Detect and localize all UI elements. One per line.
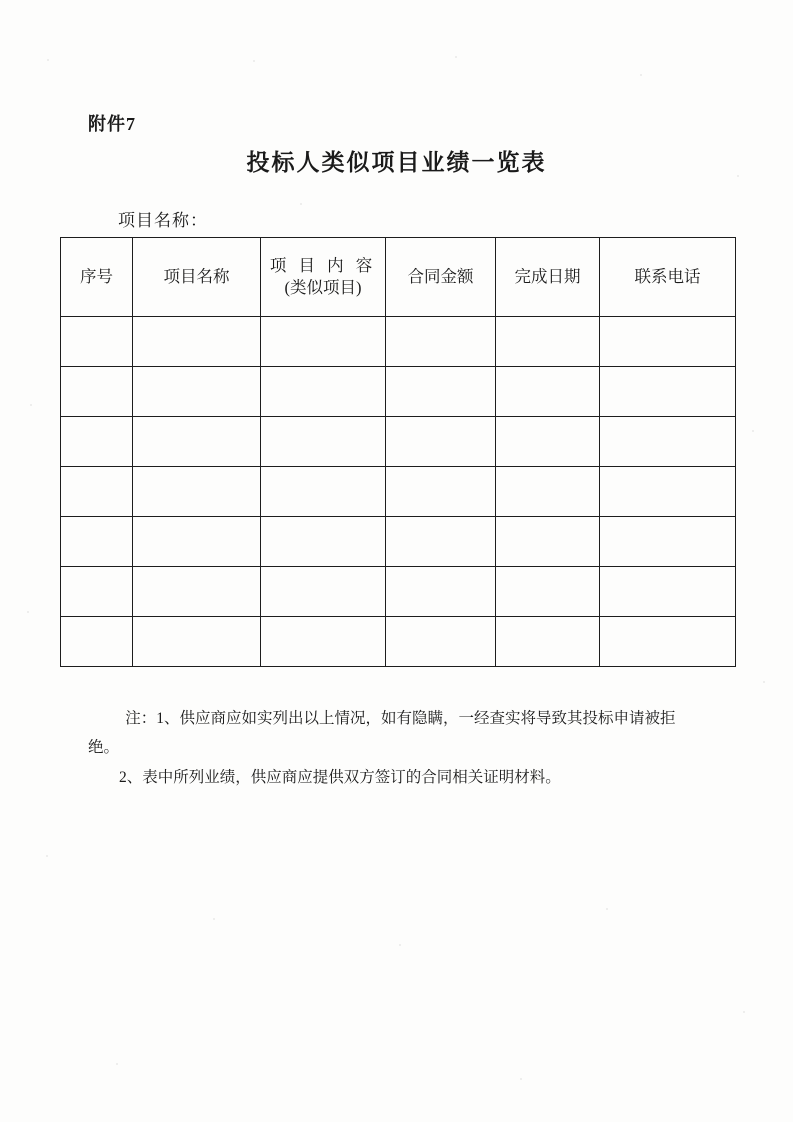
- cell-completion-date[interactable]: [496, 567, 600, 617]
- cell-project-content[interactable]: [261, 467, 386, 517]
- cell-seq[interactable]: [61, 317, 133, 367]
- project-name-field-label: 项目名称：: [118, 211, 208, 230]
- cell-contact-phone[interactable]: [600, 417, 736, 467]
- cell-project-name[interactable]: [133, 567, 261, 617]
- cell-project-content[interactable]: [261, 317, 386, 367]
- cell-seq[interactable]: [61, 617, 133, 667]
- cell-project-name[interactable]: [133, 617, 261, 667]
- notes-section: [88, 705, 703, 793]
- column-header-project-content: [261, 238, 386, 317]
- table-header-row: [61, 238, 736, 317]
- page-title: 投标人类似项目业绩一览表: [246, 150, 547, 175]
- column-header-completion-date: 完成日期: [496, 238, 600, 317]
- cell-project-name[interactable]: [133, 417, 261, 467]
- cell-seq[interactable]: [61, 367, 133, 417]
- cell-contact-phone[interactable]: [600, 517, 736, 567]
- table-row: [61, 517, 736, 567]
- cell-completion-date[interactable]: [496, 317, 600, 367]
- cell-seq[interactable]: [61, 567, 133, 617]
- cell-contract-amount[interactable]: [386, 367, 496, 417]
- cell-completion-date[interactable]: [496, 617, 600, 667]
- cell-contract-amount[interactable]: [386, 417, 496, 467]
- cell-contract-amount[interactable]: [386, 567, 496, 617]
- table-row: [61, 317, 736, 367]
- cell-project-name[interactable]: [133, 517, 261, 567]
- cell-completion-date[interactable]: [496, 367, 600, 417]
- note-item-2: 2、表中所列业绩，供应商应提供双方签订的合同相关证明材料。: [119, 769, 561, 787]
- cell-seq[interactable]: [61, 417, 133, 467]
- table-row: [61, 567, 736, 617]
- cell-contact-phone[interactable]: [600, 567, 736, 617]
- cell-contract-amount[interactable]: [386, 617, 496, 667]
- cell-contact-phone[interactable]: [600, 467, 736, 517]
- cell-contract-amount[interactable]: [386, 467, 496, 517]
- table-row: [61, 617, 736, 667]
- table-row: [61, 367, 736, 417]
- table-row: [61, 417, 736, 467]
- cell-project-content[interactable]: [261, 417, 386, 467]
- cell-contract-amount[interactable]: [386, 317, 496, 367]
- column-header-project-content-line1: 项 目 内 容: [269, 255, 377, 275]
- cell-seq[interactable]: [61, 467, 133, 517]
- cell-project-content[interactable]: [261, 367, 386, 417]
- cell-project-name[interactable]: [133, 367, 261, 417]
- column-header-project-name: 项目名称: [133, 238, 261, 317]
- similar-projects-table: [60, 237, 736, 667]
- column-header-contact-phone: 联系电话: [600, 238, 736, 317]
- cell-contact-phone[interactable]: [600, 317, 736, 367]
- column-header-seq: 序号: [61, 238, 133, 317]
- cell-seq[interactable]: [61, 517, 133, 567]
- cell-project-content[interactable]: [261, 517, 386, 567]
- cell-completion-date[interactable]: [496, 417, 600, 467]
- cell-contract-amount[interactable]: [386, 517, 496, 567]
- cell-project-content[interactable]: [261, 617, 386, 667]
- cell-project-name[interactable]: [133, 317, 261, 367]
- column-header-contract-amount: 合同金额: [386, 238, 496, 317]
- cell-project-name[interactable]: [133, 467, 261, 517]
- cell-completion-date[interactable]: [496, 517, 600, 567]
- table-row: [61, 467, 736, 517]
- attachment-label: 附件7: [88, 114, 136, 134]
- cell-contact-phone[interactable]: [600, 617, 736, 667]
- cell-project-content[interactable]: [261, 567, 386, 617]
- note-item-1: 注：1、供应商应如实列出以上情况，如有隐瞒，一经查实将导致其投标申请被拒绝。: [88, 710, 676, 756]
- column-header-project-content-line2: (类似项目): [284, 278, 362, 297]
- cell-contact-phone[interactable]: [600, 367, 736, 417]
- cell-completion-date[interactable]: [496, 467, 600, 517]
